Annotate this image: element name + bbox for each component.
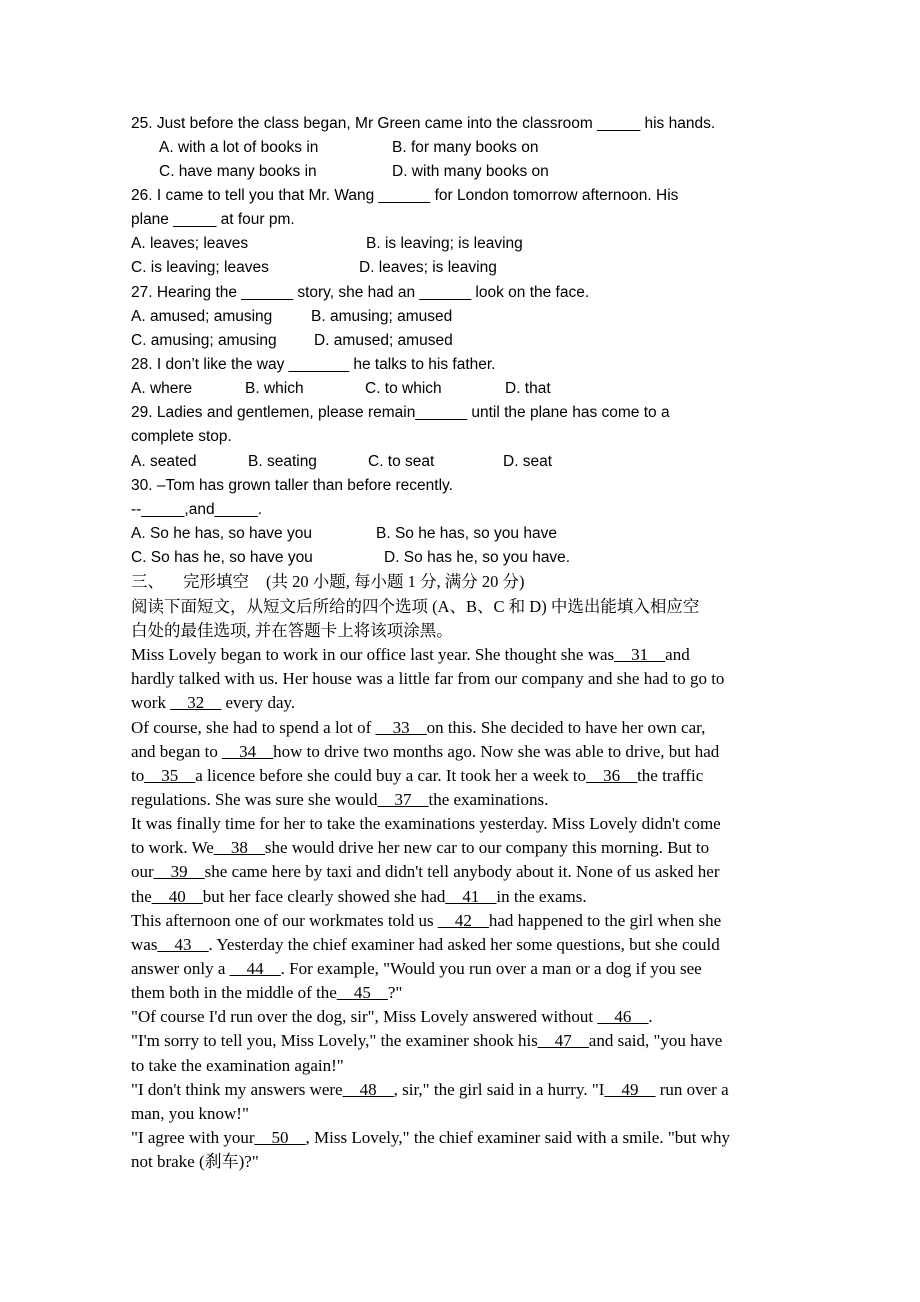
- cloze-blank: __42__: [437, 910, 489, 930]
- passage-text: run over a: [655, 1079, 729, 1099]
- passage-line: [131, 766, 703, 786]
- passage-text: how to drive two months ago. Now she was able to drive, but had: [273, 741, 720, 761]
- passage-line: [131, 911, 721, 931]
- passage-text: she would drive her new car to our company this morning. But to: [264, 838, 710, 858]
- passage-text: , sir," the girl said in a hurry. "I: [393, 1079, 605, 1099]
- passage-line: [131, 1080, 729, 1100]
- passage-line: [131, 1104, 249, 1124]
- option-a: A. seated: [131, 453, 197, 470]
- passage-line: [131, 838, 709, 858]
- passage-text: This afternoon one of our workmates told us: [131, 910, 438, 930]
- section-instructions: 阅读下面短文，从短文后所给的四个选项 (A、B、C 和 D) 中选出能填入相应空: [131, 597, 700, 616]
- passage-text: every day.: [221, 693, 296, 713]
- option-a: A. leaves; leaves: [131, 235, 249, 252]
- cloze-blank: __48__: [342, 1079, 394, 1099]
- passage-text: answer only a: [131, 959, 230, 978]
- passage-text: on this. She decided to have her own car,: [426, 717, 706, 737]
- passage-text: regulations. She was sure she would: [131, 789, 378, 809]
- option-b: B. amusing; amused: [311, 308, 453, 325]
- passage-line: [131, 742, 719, 762]
- question-stem: 25. Just before the class began, Mr Green came into the classroom _____ his hands.: [131, 115, 716, 132]
- passage-text: our: [131, 862, 154, 882]
- passage-text: she came here by taxi and didn't tell anybody about it. None of us asked her: [204, 862, 720, 882]
- passage-line: [131, 983, 402, 1003]
- passage-text: and said, "you have: [588, 1031, 723, 1051]
- option-b: B. which: [245, 380, 304, 397]
- cloze-blank: __38__: [213, 838, 265, 858]
- passage-line: [131, 1031, 722, 1051]
- option-c: C. have many books in: [159, 163, 317, 180]
- option-b: B. for many books on: [392, 139, 539, 156]
- cloze-blank: __33__: [375, 717, 427, 737]
- passage-text: the examinations.: [428, 789, 549, 809]
- passage-line: [131, 669, 724, 689]
- passage-text: to: [131, 765, 145, 785]
- passage-text: to work. We: [131, 838, 214, 858]
- cloze-blank: __34__: [222, 741, 274, 761]
- cloze-blank: __47__: [537, 1031, 589, 1051]
- cloze-blank: __31__: [614, 645, 666, 664]
- passage-text: Miss Lovely began to work in our office last year. She thought she was: [131, 645, 615, 664]
- option-d: D. amused; amused: [314, 332, 453, 349]
- passage-text: hardly talked with us. Her house was a little far from our company and she had to go to: [131, 669, 725, 689]
- cloze-blank: __41__: [445, 886, 497, 906]
- option-b: B. is leaving; is leaving: [366, 235, 523, 252]
- option-c: C. is leaving; leaves: [131, 259, 269, 276]
- passage-line: [131, 814, 721, 834]
- question-stem: 28. I don’t like the way _______ he talks to his father.: [131, 356, 496, 373]
- passage-text: the: [131, 886, 152, 906]
- question-stem: 29. Ladies and gentlemen, please remain______ until the plane has come to a: [131, 404, 670, 421]
- option-a: A. amused; amusing: [131, 308, 273, 325]
- section-number: 三、: [131, 572, 164, 591]
- question-stem: plane _____ at four pm.: [131, 211, 295, 228]
- option-a: A. where: [131, 380, 193, 397]
- question-stem: 27. Hearing the ______ story, she had an ______ look on the face.: [131, 284, 590, 301]
- question-stem: 30. –Tom has grown taller than before recently.: [131, 477, 453, 494]
- section-info: (共 20 小题, 每小题 1 分, 满分 20 分): [266, 572, 525, 591]
- option-c: C. amusing; amusing: [131, 332, 277, 349]
- option-a: A. So he has, so have you: [131, 525, 312, 542]
- passage-text: "I agree with your: [131, 1128, 255, 1147]
- passage-text: them both in the middle of the: [131, 983, 337, 1003]
- cloze-blank: __50__: [254, 1128, 306, 1147]
- cloze-blank: __40__: [151, 886, 203, 906]
- passage-text: but her face clearly showed she had: [202, 886, 446, 906]
- passage-line: [131, 693, 295, 713]
- cloze-blank: __36__: [586, 765, 638, 785]
- cloze-blank: __35__: [144, 765, 196, 785]
- passage-text: "Of course I'd run over the dog, sir", Miss Lovely answered without: [131, 1007, 598, 1027]
- passage-text: had happened to the girl when she: [488, 910, 722, 930]
- option-d: D. that: [505, 380, 551, 397]
- option-c: C. to which: [365, 380, 442, 397]
- cloze-blank: __39__: [153, 862, 205, 882]
- passage-text: It was finally time for her to take the examinations yesterday. Miss Lovely didn't come: [131, 814, 721, 833]
- passage-text: man, you know!": [131, 1103, 249, 1123]
- passage-line: [131, 645, 690, 665]
- option-c: C. So has he, so have you: [131, 549, 313, 566]
- passage-text: work: [131, 693, 171, 713]
- passage-line: [131, 1056, 344, 1076]
- cloze-blank: __32__: [170, 693, 222, 713]
- option-a: A. with a lot of books in: [159, 139, 319, 156]
- passage-line: [131, 1152, 259, 1172]
- passage-text: . For example, "Would you run over a man or a dog if you see: [280, 959, 702, 978]
- passage-text: the traffic: [637, 765, 704, 785]
- question-stem: 26. I came to tell you that Mr. Wang ______ for London tomorrow afternoon. His: [131, 187, 679, 204]
- passage-line: [131, 935, 720, 955]
- passage-text: "I'm sorry to tell you, Miss Lovely," the examiner shook his: [131, 1031, 538, 1051]
- option-d: D. So has he, so you have.: [384, 549, 571, 566]
- passage-line: [131, 959, 702, 979]
- option-b: B. seating: [248, 453, 317, 470]
- passage-text: ?": [387, 983, 403, 1003]
- passage-text: Of course, she had to spend a lot of: [131, 717, 376, 737]
- passage-line: [131, 1128, 730, 1148]
- passage-text: was: [131, 934, 158, 954]
- passage-text: .: [648, 1007, 653, 1027]
- passage-text: to take the examination again!": [131, 1055, 344, 1075]
- passage-text: , Miss Lovely," the chief examiner said with a smile. "but why: [305, 1128, 731, 1147]
- cloze-blank: __49__: [604, 1079, 656, 1099]
- passage-text: in the exams.: [496, 886, 587, 906]
- cloze-blank: __45__: [336, 983, 388, 1003]
- passage-line: [131, 1007, 653, 1027]
- option-d: D. with many books on: [392, 163, 549, 180]
- cloze-blank: __43__: [157, 934, 209, 954]
- passage-text: a licence before she could buy a car. It took her a week to: [195, 765, 587, 785]
- question-stem: --_____,and_____.: [131, 501, 263, 518]
- passage-line: [131, 790, 548, 810]
- passage-text: and began to: [131, 741, 223, 761]
- option-c: C. to seat: [368, 453, 435, 470]
- option-d: D. leaves; is leaving: [359, 259, 497, 276]
- cloze-blank: __44__: [229, 959, 281, 978]
- section-title: 完形填空: [183, 572, 249, 591]
- option-d: D. seat: [503, 453, 553, 470]
- option-b: B. So he has, so you have: [376, 525, 557, 542]
- section-instructions: 白处的最佳选项, 并在答题卡上将该项涂黑。: [131, 621, 453, 640]
- passage-line: [131, 887, 587, 907]
- cloze-blank: __37__: [377, 789, 429, 809]
- cloze-blank: __46__: [597, 1007, 649, 1027]
- passage-text: not brake (刹车)?": [131, 1152, 259, 1172]
- passage-text: . Yesterday the chief examiner had asked her some questions, but she could: [208, 934, 720, 954]
- passage-line: [131, 862, 719, 882]
- question-stem: complete stop.: [131, 428, 232, 445]
- passage-line: [131, 718, 705, 738]
- passage-text: and: [665, 645, 690, 664]
- passage-text: "I don't think my answers were: [131, 1079, 343, 1099]
